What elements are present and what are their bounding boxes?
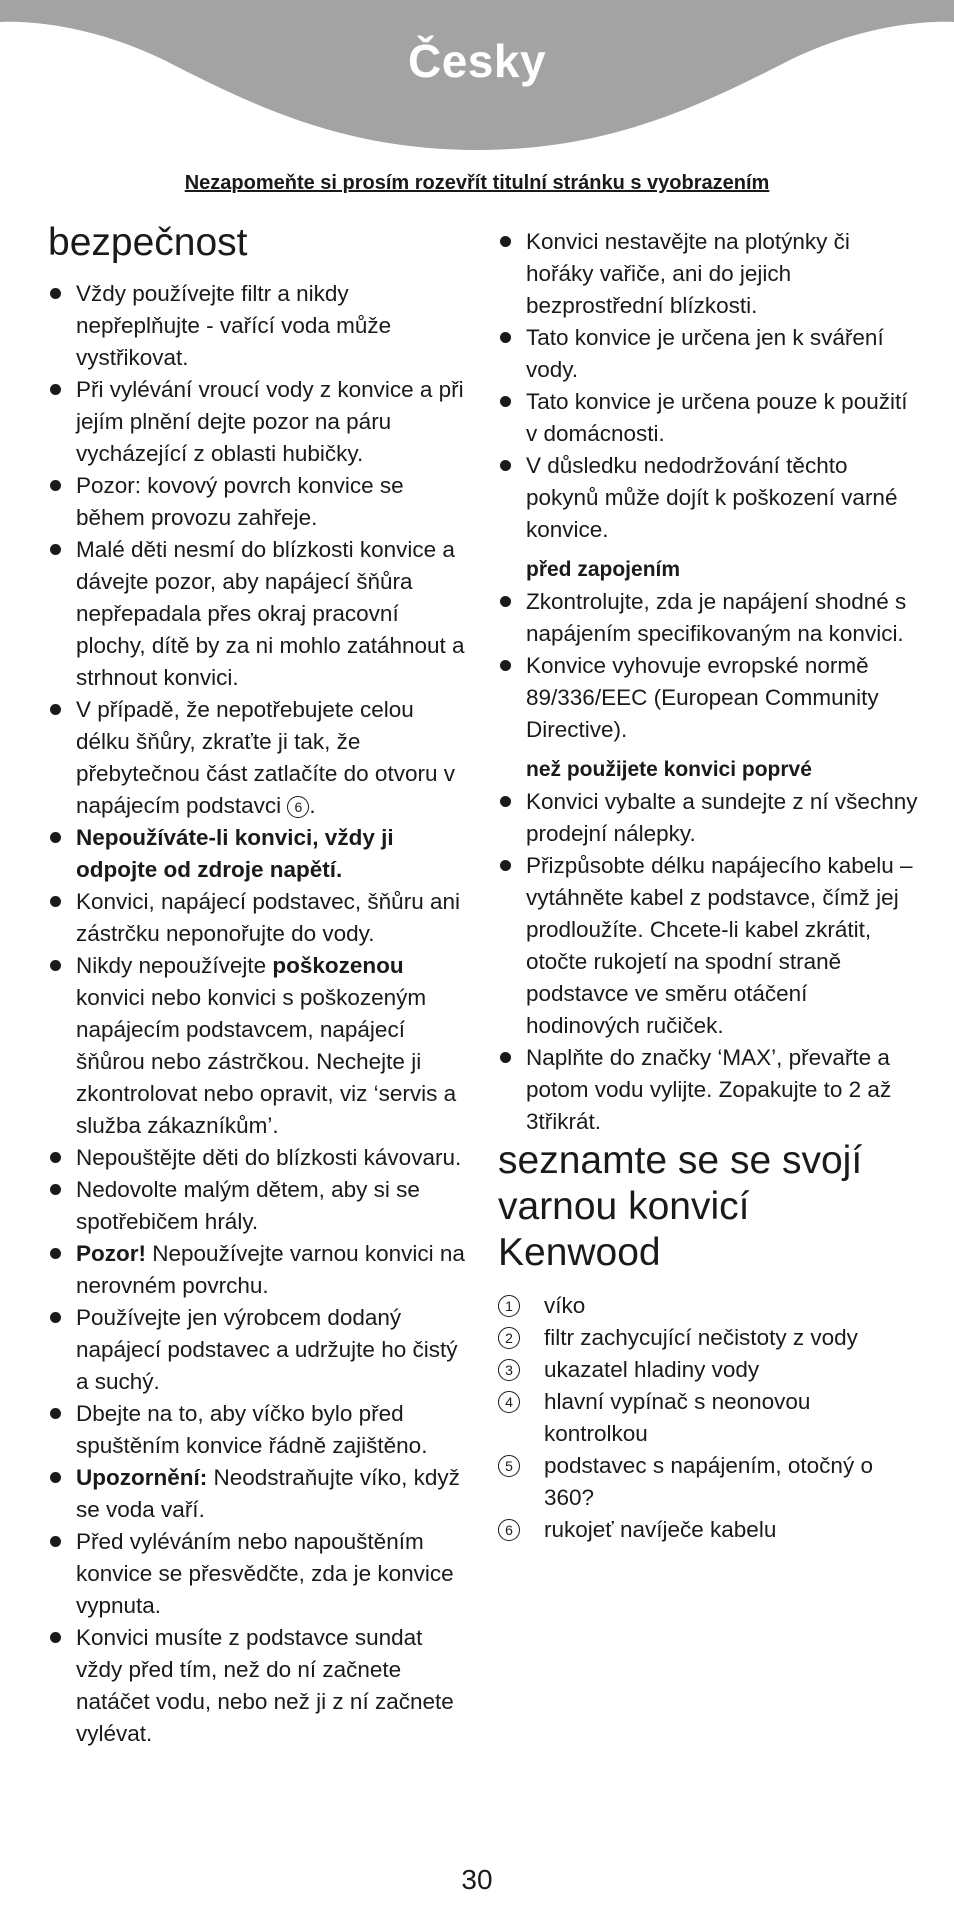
bullet-icon: [500, 796, 511, 807]
list-item: V případě, že nepotřebujete celou délku šňůry, zkraťte ji tak, že přebytečnou část zatlačíte do otvoru v napájecím podstavci 6 .: [48, 694, 468, 822]
safety-column: [48, 220, 468, 1750]
safety-list-continued: [498, 226, 918, 546]
safety-list: [48, 278, 468, 1750]
list-item: Vždy používejte filtr a nikdy nepřeplňujte - vařící voda může vystřikovat.: [48, 278, 468, 374]
bullet-icon: [50, 1536, 61, 1547]
before-connecting-heading: před zapojením: [526, 558, 681, 581]
part-number-icon: 4: [498, 1391, 520, 1413]
bullet-icon: [500, 596, 511, 607]
bullet-icon: [500, 860, 511, 871]
part-number-icon: 2: [498, 1327, 520, 1349]
part-item: 1 víko: [498, 1290, 918, 1322]
before-connecting-list: [498, 586, 918, 746]
list-item: Konvice vyhovuje evropské normě 89/336/EEC (European Community Directive).: [498, 650, 918, 746]
list-item: Nikdy nepoužívejte poškozenou konvici nebo konvici s poškozeným napájecím podstavcem, napájecí šňůrou nebo zástrčkou. Nechejte ji zkontrolovat nebo opravit, viz ‘servis a služba zákazníkům’.: [48, 950, 468, 1142]
part-item: 2 filtr zachycující nečistoty z vody: [498, 1322, 918, 1354]
list-item: Tato konvice je určena pouze k použití v domácnosti.: [498, 386, 918, 450]
list-item: Před vyléváním nebo napouštěním konvice se přesvědčte, zda je konvice vypnuta.: [48, 1526, 468, 1622]
part-item: 4 hlavní vypínač s neonovou kontrolkou: [498, 1386, 918, 1450]
list-item: Přizpůsobte délku napájecího kabelu – vytáhněte kabel z podstavce, čímž jej prodloužíte. Chcete-li kabel zkrátit, otočte rukojetí na spodní straně podstavce ve směru otáčení hodinových ručiček.: [498, 850, 918, 1042]
part-number-icon: 5: [498, 1455, 520, 1477]
right-column: [498, 226, 918, 1546]
list-item: Naplňte do značky ‘MAX’, převařte a potom vodu vylijte. Zopakujte to 2 až 3třikrát.: [498, 1042, 918, 1138]
part-number-icon: 6: [498, 1519, 520, 1541]
bullet-icon: [500, 332, 511, 343]
list-item: Konvici musíte z podstavce sundat vždy před tím, než do ní začnete natáčet vodu, nebo než ji z ní začnete vylévat.: [48, 1622, 468, 1750]
first-use-heading: než použijete konvici poprvé: [526, 758, 812, 781]
page-number: 30: [461, 1864, 493, 1895]
first-use-list: [498, 786, 918, 1138]
bullet-icon: [50, 288, 61, 299]
list-item: Zkontrolujte, zda je napájení shodné s napájením specifikovaným na konvici.: [498, 586, 918, 650]
bullet-icon: [50, 1472, 61, 1483]
list-item: Nepoužíváte-li konvici, vždy ji odpojte od zdroje napětí.: [48, 822, 468, 886]
parts-list: [498, 1290, 918, 1546]
page-language-title: Česky: [407, 35, 547, 87]
list-item: Konvici, napájecí podstavec, šňůru ani zástrčku neponořujte do vody.: [48, 886, 468, 950]
part-item: 3 ukazatel hladiny vody: [498, 1354, 918, 1386]
bullet-icon: [50, 832, 61, 843]
bullet-icon: [50, 1632, 61, 1643]
bullet-icon: [500, 460, 511, 471]
bullet-icon: [500, 236, 511, 247]
list-item: V důsledku nedodržování těchto pokynů může dojít k poškození varné konvice.: [498, 450, 918, 546]
bullet-icon: [50, 704, 61, 715]
part-number-icon: 3: [498, 1359, 520, 1381]
list-item: Upozornění: Neodstraňujte víko, když se voda vaří.: [48, 1462, 468, 1526]
bullet-icon: [50, 480, 61, 491]
bullet-icon: [50, 1248, 61, 1259]
bullet-icon: [50, 1408, 61, 1419]
list-item: Pozor! Nepoužívejte varnou konvici na nerovném povrchu.: [48, 1238, 468, 1302]
bullet-icon: [500, 396, 511, 407]
list-item: Tato konvice je určena jen k sváření vody.: [498, 322, 918, 386]
bullet-icon: [500, 1052, 511, 1063]
list-item: Nedovolte malým dětem, aby si se spotřebičem hrály.: [48, 1174, 468, 1238]
bullet-icon: [50, 544, 61, 555]
part-item: 5 podstavec s napájením, otočný o 360?: [498, 1450, 918, 1514]
list-item: Při vylévání vroucí vody z konvice a při jejím plnění dejte pozor na páru vycházející z oblasti hubičky.: [48, 374, 468, 470]
bullet-icon: [50, 1312, 61, 1323]
bullet-icon: [50, 896, 61, 907]
list-item: Pozor: kovový povrch konvice se během provozu zahřeje.: [48, 470, 468, 534]
bullet-icon: [50, 960, 61, 971]
bullet-icon: [50, 384, 61, 395]
bullet-icon: [50, 1152, 61, 1163]
part-number-icon: 1: [498, 1295, 520, 1317]
list-item: Konvici vybalte a sundejte z ní všechny prodejní nálepky.: [498, 786, 918, 850]
list-item: Konvici nestavějte na plotýnky či hořáky vařiče, ani do jejich bezprostřední blízkosti.: [498, 226, 918, 322]
list-item: Malé děti nesmí do blízkosti konvice a dávejte pozor, aby napájecí šňůra nepřepadala přes okraj pracovní plochy, dítě by za ni mohlo zatáhnout a strhnout konvici.: [48, 534, 468, 694]
safety-title: bezpečnost: [48, 221, 248, 264]
list-item: Používejte jen výrobcem dodaný napájecí podstavec a udržujte ho čistý a suchý.: [48, 1302, 468, 1398]
list-item: Dbejte na to, aby víčko bylo před spuštěním konvice řádně zajištěno.: [48, 1398, 468, 1462]
open-cover-notice: Nezapomeňte si prosím rozevřít titulní stránku s vyobrazením: [184, 172, 770, 194]
part-item: 6 rukojeť navíječe kabelu: [498, 1514, 918, 1546]
list-item: Nepouštějte děti do blízkosti kávovaru.: [48, 1142, 468, 1174]
part-ref-icon: 6: [287, 796, 309, 818]
know-your-kettle-title: seznamte se se svojí varnou konvicí Kenwood: [498, 1139, 863, 1274]
bullet-icon: [50, 1184, 61, 1195]
bullet-icon: [500, 660, 511, 671]
